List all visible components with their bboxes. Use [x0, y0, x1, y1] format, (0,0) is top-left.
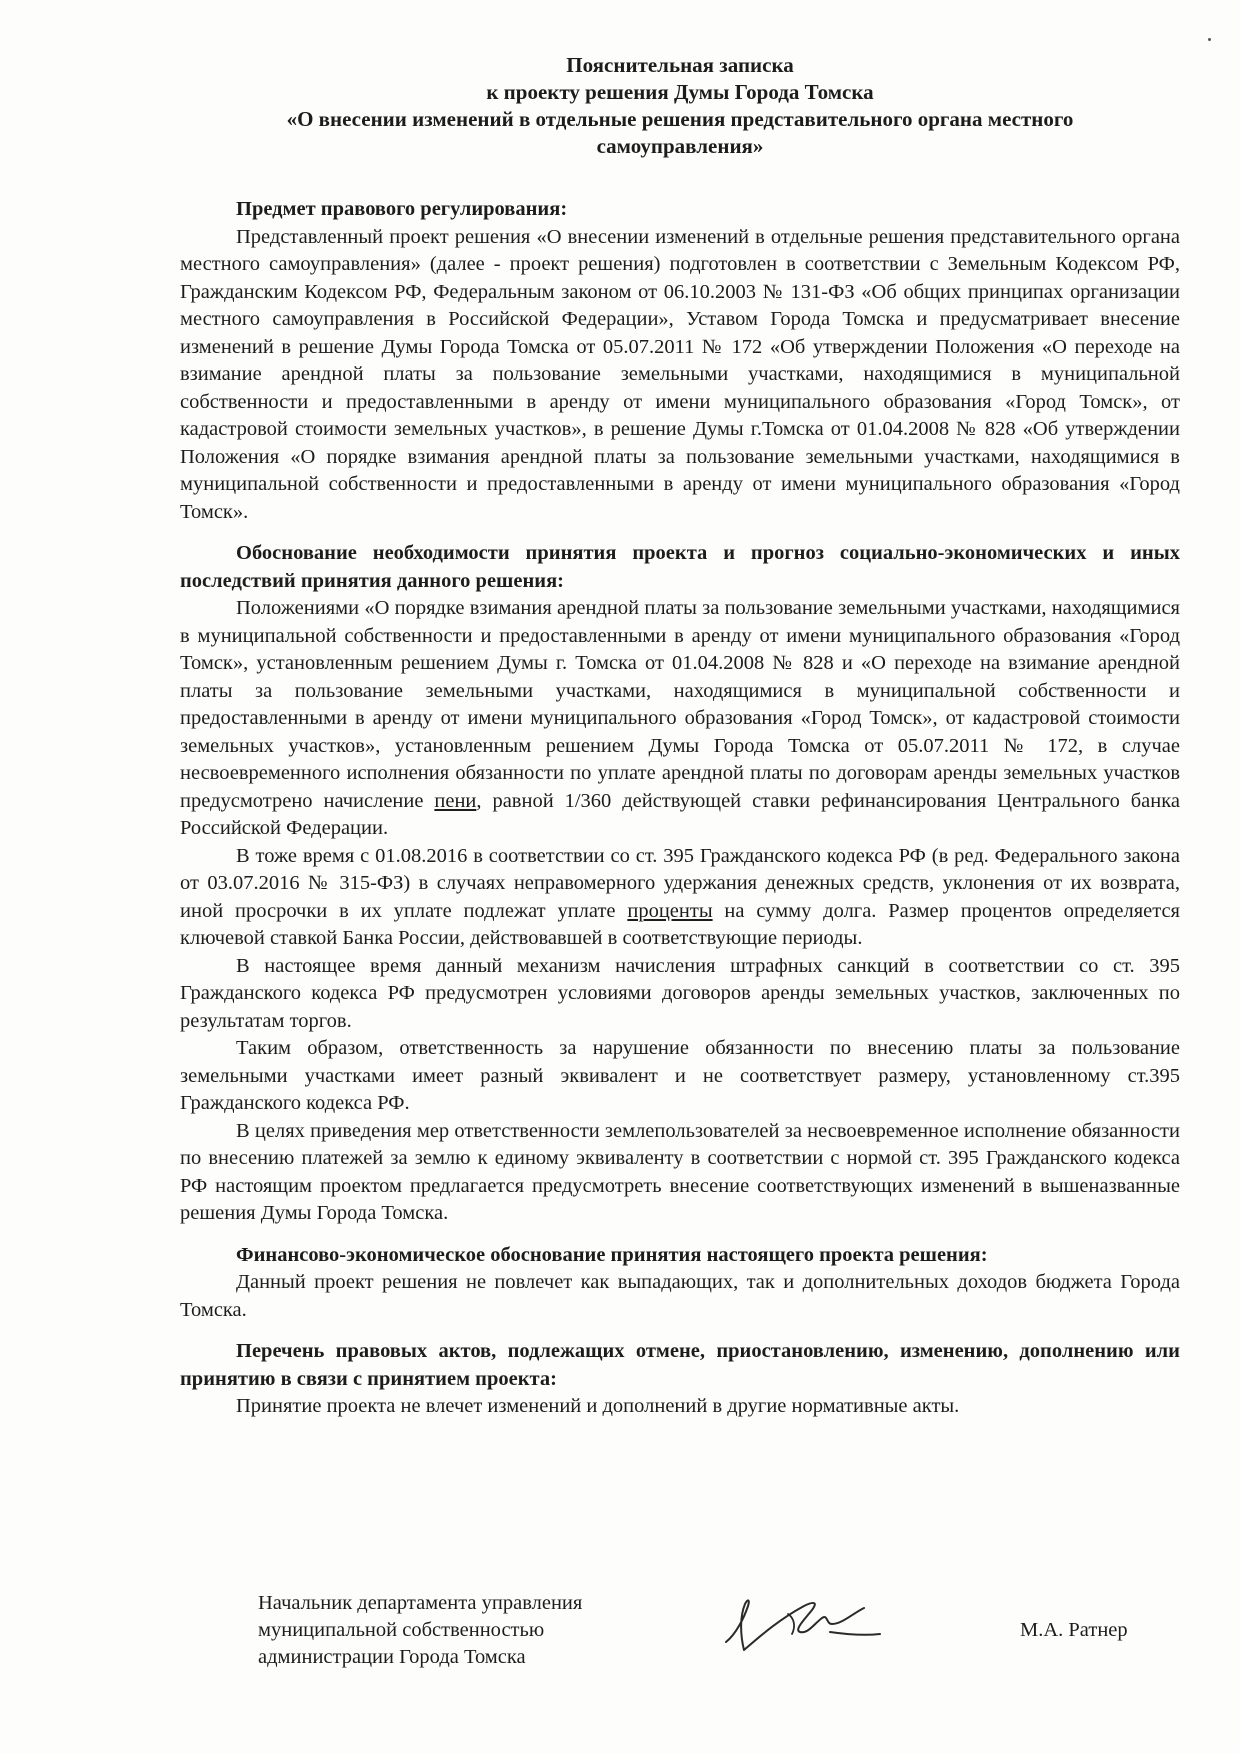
- scan-speck: [1208, 38, 1211, 41]
- subject-paragraph: Представленный проект решения «О внесении изменений в отдельные решения представительного органа местного самоуправления» (далее - проект решения) подготовлен в соответствии с Земельным Кодексом РФ, Гражданским Кодексом РФ, Федеральным законом от 06.10.2003 № 131-ФЗ «Об общих принципах организации местного самоуправления в Российской Федерации», Уставом Города Томска и предусматривает внесение изменений в решение Думы Города Томска от 05.07.2011 № 172 «Об утверждении Положения «О переходе на взимание арендной платы за пользование земельными участками, находящимися в муниципальной собственности и предоставленными в аренду от имени муниципального образования «Город Томск», от кадастровой стоимости земельных участков», в решение Думы г.Томска от 01.04.2008 № 828 «Об утверждении Положения «О порядке взимания арендной платы за пользование земельными участками, находящимися в муниципальной собственности и предоставленными в аренду от имени муниципального образования «Город Томск».: [180, 225, 1180, 523]
- section-heading-justification: Обоснование необходимости принятия проекта и прогноз социально-экономических и иных последствий принятия данного решения:: [180, 542, 1180, 592]
- justification-paragraph-1: [180, 595, 1180, 843]
- justification-paragraph-3: В настоящее время данный механизм начисления штрафных санкций в соответствии со ст. 395 Гражданского кодекса РФ предусмотрен условиями договоров аренды земельных участков, заключенных по результатам торгов.: [180, 954, 1180, 1032]
- signer-name: М.А. Ратнер: [1020, 1619, 1128, 1641]
- justification-p1-text-end: , равной 1/360 действующей ставки рефинансирования Центрального банка Российской Федерации.: [180, 789, 1180, 839]
- document-body: [180, 196, 1180, 1421]
- justification-paragraph-4: Таким образом, ответственность за нарушение обязанности по внесению платы за пользование земельными участками имеет разный эквивалент и не соответствует размеру, установленному ст.395 Гражданского кодекса РФ.: [180, 1037, 1180, 1114]
- justification-p2-text-end: на сумму долга. Размер процентов определяется ключевой ставкой Банка России, действовавшей в соответствующие периоды.: [180, 899, 1180, 949]
- signer-position-line-3: администрации Города Томска: [258, 1646, 526, 1668]
- signer-position: [258, 1590, 678, 1671]
- signer-position-line-1: Начальник департамента управления: [258, 1592, 583, 1614]
- financial-paragraph: Данный проект решения не повлечет как выпадающих, так и дополнительных доходов бюджета Города Томска.: [180, 1271, 1180, 1321]
- document-title: [180, 52, 1180, 160]
- justification-paragraph-2: [180, 843, 1180, 953]
- title-line-3: «О внесении изменений в отдельные решения представительного органа местного: [286, 107, 1074, 131]
- title-line-4: самоуправления»: [596, 134, 764, 158]
- section-heading-financial: Финансово-экономическое обоснование принятия настоящего проекта решения:: [236, 1243, 988, 1266]
- signer-position-line-2: муниципальной собственностью: [258, 1619, 545, 1641]
- title-line-2: к проекту решения Думы Города Томска: [486, 80, 874, 104]
- justification-p1-text: Положениями «О порядке взимания арендной платы за пользование земельными участками, находящимися в муниципальной собственности и предоставленными в аренду от имени муниципального образования «Город Томск», установленным решением Думы г. Томска от 01.04.2008 № 828 и «О переходе на взимание арендной платы за пользование земельными участками, находящимися в муниципальной собственности и предоставленными в аренду от имени муниципального образования «Город Томск», от кадастровой стоимости земельных участков», установленным решением Думы Города Томска от 05.07.2011 № 172, в случае несвоевременного исполнения обязанности по уплате арендной платы по договорам аренды земельных участков предусмотрено начисление: [180, 597, 1180, 812]
- title-line-1: Пояснительная записка: [566, 53, 794, 77]
- section-heading-subject: Предмет правового регулирования:: [236, 198, 568, 220]
- handwritten-signature: [718, 1584, 888, 1664]
- underlined-term-peni: пени: [434, 789, 477, 812]
- underlined-term-procenty: проценты: [627, 899, 713, 922]
- justification-p2-text: В тоже время с 01.08.2016 в соответствии со ст. 395 Гражданского кодекса РФ (в ред. Федерального закона от 03.07.2016 № 315-ФЗ) в случаях неправомерного удержания денежных средств, уклонения от их возврата, иной просрочки в их уплате подлежат уплате: [180, 844, 1180, 922]
- justification-paragraph-5: В целях приведения мер ответственности землепользователей за несвоевременное исполнение обязанности по внесению платежей за землю к единому эквиваленту в соответствии с нормой ст. 395 Гражданского кодекса РФ настоящим проектом предлагается предусмотреть внесение соответствующих изменений в вышеназванные решения Думы Города Томска.: [180, 1119, 1180, 1224]
- acts-paragraph: Принятие проекта не влечет изменений и дополнений в другие нормативные акты.: [236, 1395, 960, 1417]
- section-heading-acts: Перечень правовых актов, подлежащих отмене, приостановлению, изменению, дополнению или принятию в связи с принятием проекта:: [180, 1340, 1180, 1390]
- signature-block: [258, 1590, 1158, 1700]
